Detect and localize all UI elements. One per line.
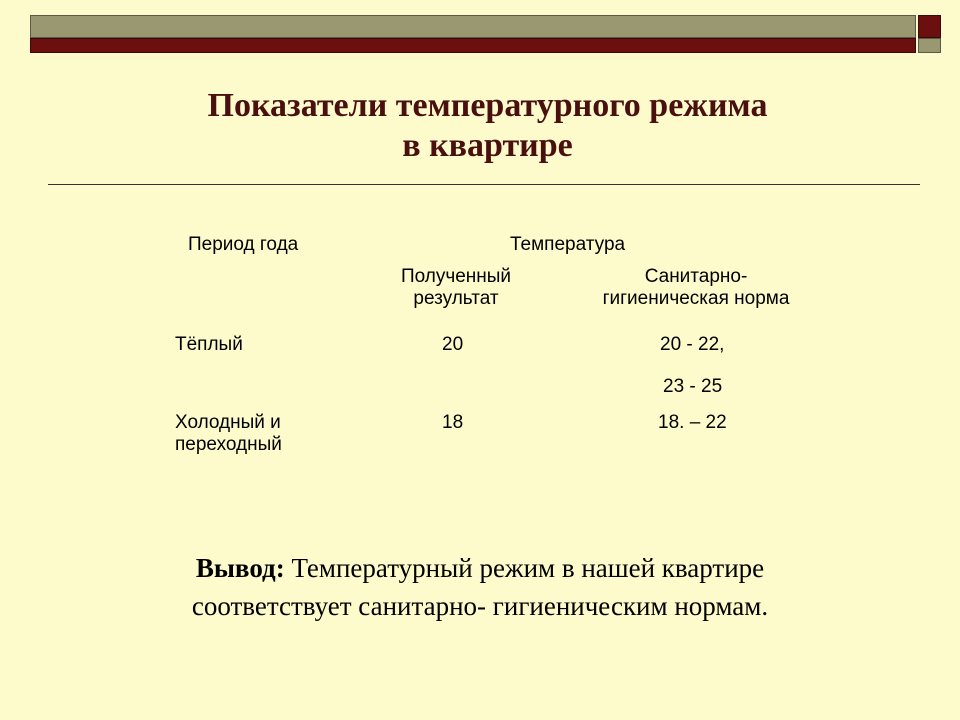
corner-square-maroon <box>918 15 941 38</box>
row-result: 20 <box>442 334 464 355</box>
subheader-norm: Санитарно- гигиеническая норма <box>602 266 790 309</box>
header-band-olive <box>30 15 916 38</box>
row-period: Тёплый <box>175 334 243 355</box>
conclusion <box>90 549 870 625</box>
header-band-maroon <box>30 38 916 53</box>
slide-title-line1: Показатели температурного режима <box>207 87 768 124</box>
row-result: 18 <box>442 412 464 433</box>
corner-square-olive <box>918 38 941 53</box>
conclusion-text-line1: Температурный режим в нашей квартире <box>284 553 765 583</box>
row-period: Холодный и переходный <box>175 412 282 455</box>
slide-title <box>80 86 895 166</box>
row-norm: 20 - 22, <box>660 334 725 355</box>
conclusion-label: Вывод: <box>195 553 285 583</box>
row-norm: 18. – 22 <box>658 412 727 433</box>
slide-title-line2: в квартире <box>402 127 573 164</box>
subheader-result: Полученный результат <box>400 266 512 309</box>
header-temperature: Температура <box>510 234 626 255</box>
header-period: Период года <box>188 234 299 255</box>
conclusion-text-line2: соответствует санитарно- гигиеническим нормам. <box>191 591 769 621</box>
row-norm-extra: 23 - 25 <box>663 376 723 397</box>
title-divider <box>48 184 920 185</box>
